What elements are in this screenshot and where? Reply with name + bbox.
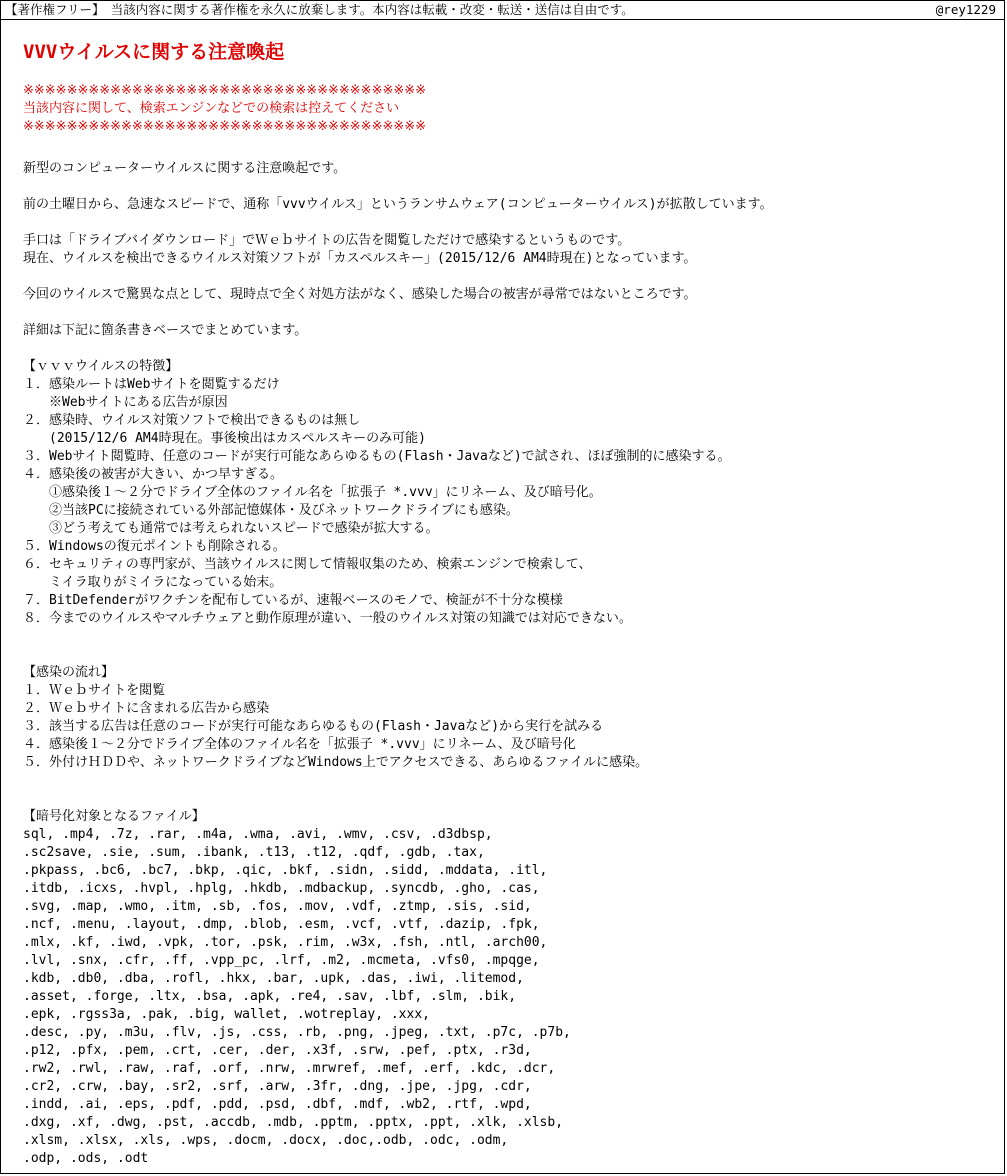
file-extension-line: .dxg, .xf, .dwg, .pst, .accdb, .mdb, .pptm, .pptx, .ppt, .xlk, .xlsb, (23, 1115, 564, 1130)
list-item: ７．BitDefenderがワクチンを配布しているが、速報ベースのモノで、検証が不十分な模様 (23, 593, 563, 608)
files-heading: 【暗号化対象となるファイル】 (23, 809, 205, 824)
list-item: ４．感染後の被害が大きい、かつ早すぎる。 (23, 467, 284, 482)
copyright-notice: 【著作権フリー】 当該内容に関する著作権を永久に放棄します。本内容は転載・改変・転送・送信は自由です。 (5, 2, 634, 17)
list-item: ３．該当する広告は任意のコードが実行可能なあらゆるもの(Flash・Javaなど)から実行を試みる (23, 719, 604, 734)
intro-paragraph: 前の土曜日から、急速なスピードで、通称「vvvウイルス」というランサムウェア(コンピューターウイルス)が拡散しています。 (23, 197, 773, 212)
file-extension-line: .xlsm, .xlsx, .xls, .wps, .docm, .docx, .doc,.odb, .odc, .odm, (23, 1133, 509, 1148)
search-warning (23, 82, 992, 136)
features-section (23, 358, 992, 628)
list-item: ２．Ｗｅｂサイトに含まれる広告から感染 (23, 701, 270, 716)
file-extension-line: .cr2, .crw, .bay, .sr2, .srf, .arw, .3fr, .dng, .jpe, .jpg, .cdr, (23, 1079, 532, 1094)
list-item: ５．外付けＨＤＤや、ネットワークドライブなどWindows上でアクセスできる、あらゆるファイルに感染。 (23, 755, 649, 770)
list-item: ※Webサイトにある広告が原因 (23, 395, 228, 410)
file-extension-line: .itdb, .icxs, .hvpl, .hplg, .hkdb, .mdbackup, .syncdb, .gho, .cas, (23, 881, 540, 896)
file-extension-line: .lvl, .snx, .cfr, .ff, .vpp_pc, .lrf, .m2, .mcmeta, .vfs0, .mpqge, (23, 953, 540, 968)
file-extension-line: .epk, .rgss3a, .pak, .big, wallet, .wotreplay, .xxx, (23, 1007, 430, 1022)
intro-paragraph: 現在、ウイルスを検出できるウイルス対策ソフトが「カスペルスキー」(2015/12/6 AM4時現在)となっています。 (23, 251, 697, 266)
list-item: ①感染後１～２分でドライブ全体のファイル名を「拡張子 *.vvv」にリネーム、及び暗号化。 (23, 485, 602, 500)
file-extension-line: .kdb, .db0, .dba, .rofl, .hkx, .bar, .upk, .das, .iwi, .litemod, (23, 971, 524, 986)
author-handle: @rey1229 (935, 2, 996, 17)
list-item: ８．今までのウイルスやマルチウェアと動作原理が違い、一般のウイルス対策の知識では対応できない。 (23, 611, 632, 626)
infection-flow-section (23, 664, 992, 772)
list-item: ③どう考えても通常では考えられないスピードで感染が拡大する。 (23, 521, 439, 536)
list-item: ６．セキュリティの専門家が、当該ウイルスに関して情報収集のため、検索エンジンで検索して、 (23, 557, 592, 572)
warning-stars-bottom: ※※※※※※※※※※※※※※※※※※※※※※※※※※※※※※※※※※※※※ (23, 119, 427, 134)
file-extension-line: .asset, .forge, .ltx, .bsa, .apk, .re4, .sav, .lbf, .slm, .bik, (23, 989, 517, 1004)
list-item: (2015/12/6 AM4時現在。事後検出はカスペルスキーのみ可能) (23, 431, 427, 446)
file-extension-line: .desc, .py, .m3u, .flv, .js, .css, .rb, .png, .jpeg, .txt, .p7c, .p7b, (23, 1025, 571, 1040)
intro-paragraph: 手口は「ドライブバイダウンロード」でＷｅｂサイトの広告を閲覧しただけで感染するというものです。 (23, 233, 631, 248)
warning-stars-top: ※※※※※※※※※※※※※※※※※※※※※※※※※※※※※※※※※※※※※ (23, 83, 427, 98)
file-extension-line: .odp, .ods, .odt (23, 1151, 149, 1166)
file-extension-line: sql, .mp4, .7z, .rar, .m4a, .wma, .avi, .wmv, .csv, .d3dbsp, (23, 827, 493, 842)
list-item: ３．Webサイト閲覧時、任意のコードが実行可能なあらゆるもの(Flash・Javaなど)で試され、ほぼ強制的に感染する。 (23, 449, 731, 464)
list-item: ２．感染時、ウイルス対策ソフトで検出できるものは無し (23, 413, 361, 428)
intro-paragraph: 今回のウイルスで驚異な点として、現時点で全く対処方法がなく、感染した場合の被害が尋常ではないところです。 (23, 287, 697, 302)
list-item: １．感染ルートはWebサイトを閲覧するだけ (23, 377, 280, 392)
document-body (1, 20, 1004, 1168)
list-item: １．Ｗｅｂサイトを閲覧 (23, 683, 166, 698)
copyright-header (1, 1, 1004, 20)
file-extension-line: .mlx, .kf, .iwd, .vpk, .tor, .psk, .rim, .w3x, .fsh, .ntl, .arch00, (23, 935, 548, 950)
warning-text: 当該内容に関して、検索エンジンなどでの検索は控えてください (23, 101, 400, 116)
file-extension-line: .sc2save, .sie, .sum, .ibank, .t13, .t12, .qdf, .gdb, .tax, (23, 845, 485, 860)
file-extension-line: .pkpass, .bc6, .bc7, .bkp, .qic, .bkf, .sidn, .sidd, .mddata, .itl, (23, 863, 548, 878)
file-extension-line: .rw2, .rwl, .raw, .raf, .orf, .nrw, .mrwref, .mef, .erf, .kdc, .dcr, (23, 1061, 556, 1076)
page-title: VVVウイルスに関する注意喚起 (23, 41, 285, 63)
list-item: ミイラ取りがミイラになっている始末。 (23, 575, 283, 590)
features-heading: 【ｖｖｖウイルスの特徴】 (23, 359, 179, 374)
file-extension-line: .svg, .map, .wmo, .itm, .sb, .fos, .mov, .vdf, .ztmp, .sis, .sid, (23, 899, 532, 914)
file-extension-line: .ncf, .menu, .layout, .dmp, .blob, .esm, .vcf, .vtf, .dazip, .fpk, (23, 917, 540, 932)
list-item: ４．感染後１～２分でドライブ全体のファイル名を「拡張子 *.vvv」にリネーム、及び暗号化 (23, 737, 576, 752)
intro-paragraph: 詳細は下記に箇条書きベースでまとめています。 (23, 323, 308, 338)
intro-paragraph: 新型のコンピューターウイルスに関する注意喚起です。 (23, 161, 347, 176)
list-item: ５．Windowsの復元ポイントも削除される。 (23, 539, 286, 554)
file-extension-line: .indd, .ai, .eps, .pdf, .pdd, .psd, .dbf, .mdf, .wb2, .rtf, .wpd, (23, 1097, 532, 1112)
encrypted-files-section (23, 808, 992, 1168)
file-extension-line: .p12, .pfx, .pem, .crt, .cer, .der, .x3f, .srw, .pef, .ptx, .r3d, (23, 1043, 532, 1058)
flow-heading: 【感染の流れ】 (23, 665, 115, 680)
list-item: ②当該PCに接続されている外部記憶媒体・及びネットワークドライブにも感染。 (23, 503, 519, 518)
